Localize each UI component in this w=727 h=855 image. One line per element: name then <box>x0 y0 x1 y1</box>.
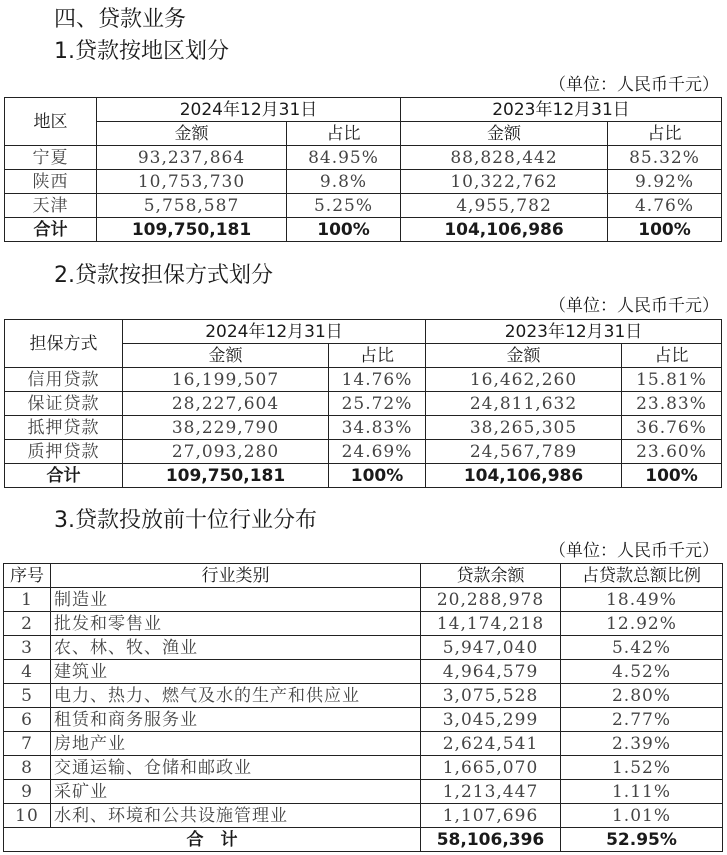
guarantee-name: 抵押贷款 <box>5 416 123 440</box>
total-ratio: 52.95% <box>561 828 723 852</box>
guarantee-name: 保证贷款 <box>5 392 123 416</box>
industry-name: 租赁和商务服务业 <box>51 708 421 732</box>
header-amount: 金额 <box>123 344 329 368</box>
industry-name: 采矿业 <box>51 780 421 804</box>
guarantee-name: 信用贷款 <box>5 368 123 392</box>
header-guarantee-type: 担保方式 <box>5 320 123 368</box>
industry-name: 制造业 <box>51 588 421 612</box>
total-amount-2024: 109,750,181 <box>97 218 287 242</box>
amount-2024: 5,758,587 <box>97 194 287 218</box>
loan-ratio: 2.80% <box>561 684 723 708</box>
share-2023: 23.60% <box>622 440 722 464</box>
header-amount: 金额 <box>401 122 608 146</box>
table-row <box>4 780 723 804</box>
row-index: 5 <box>4 684 51 708</box>
loan-ratio: 1.52% <box>561 756 723 780</box>
total-share-2024: 100% <box>329 464 426 488</box>
amount-2024: 27,093,280 <box>123 440 329 464</box>
industry-name: 批发和零售业 <box>51 612 421 636</box>
loan-ratio: 2.77% <box>561 708 723 732</box>
header-region: 地区 <box>5 98 97 146</box>
region-table <box>4 97 722 242</box>
industry-name: 农、林、牧、渔业 <box>51 636 421 660</box>
row-index: 3 <box>4 636 51 660</box>
region-name: 陕西 <box>5 170 97 194</box>
header-year-2023: 2023年12月31日 <box>401 98 722 122</box>
header-amount: 金额 <box>97 122 287 146</box>
header-share: 占比 <box>329 344 426 368</box>
loan-balance: 3,045,299 <box>421 708 561 732</box>
industry-name: 水利、环境和公共设施管理业 <box>51 804 421 828</box>
header-share: 占比 <box>608 122 722 146</box>
share-2024: 84.95% <box>287 146 401 170</box>
row-index: 8 <box>4 756 51 780</box>
total-label: 合计 <box>5 218 97 242</box>
total-share-2024: 100% <box>287 218 401 242</box>
region-name: 宁夏 <box>5 146 97 170</box>
row-index: 10 <box>4 804 51 828</box>
industry-name: 交通运输、仓储和邮政业 <box>51 756 421 780</box>
guarantee-name: 质押贷款 <box>5 440 123 464</box>
header-ratio: 占贷款总额比例 <box>561 564 723 588</box>
loan-balance: 4,964,579 <box>421 660 561 684</box>
table-row <box>5 194 722 218</box>
share-2023: 15.81% <box>622 368 722 392</box>
loan-balance: 1,665,070 <box>421 756 561 780</box>
amount-2023: 24,811,632 <box>426 392 622 416</box>
total-row <box>5 464 722 488</box>
share-2023: 85.32% <box>608 146 722 170</box>
table1-unit: （单位：人民币千元） <box>549 75 719 95</box>
share-2024: 34.83% <box>329 416 426 440</box>
loan-ratio: 18.49% <box>561 588 723 612</box>
share-2023: 36.76% <box>622 416 722 440</box>
table-row <box>4 612 723 636</box>
section-title: 四、贷款业务 <box>54 7 187 32</box>
loan-balance: 3,075,528 <box>421 684 561 708</box>
table-row <box>5 368 722 392</box>
industry-name: 建筑业 <box>51 660 421 684</box>
table2-unit: （单位：人民币千元） <box>549 296 719 316</box>
table-row <box>5 416 722 440</box>
total-amount-2024: 109,750,181 <box>123 464 329 488</box>
total-balance: 58,106,396 <box>421 828 561 852</box>
industry-name: 房地产业 <box>51 732 421 756</box>
share-2023: 4.76% <box>608 194 722 218</box>
header-amount: 金额 <box>426 344 622 368</box>
table-row <box>4 588 723 612</box>
header-year-2024: 2024年12月31日 <box>97 98 401 122</box>
amount-2023: 24,567,789 <box>426 440 622 464</box>
industry-name: 电力、热力、燃气及水的生产和供应业 <box>51 684 421 708</box>
row-index: 7 <box>4 732 51 756</box>
amount-2024: 38,229,790 <box>123 416 329 440</box>
header-year-2023: 2023年12月31日 <box>426 320 722 344</box>
row-index: 4 <box>4 660 51 684</box>
table-row <box>5 440 722 464</box>
table-row <box>4 684 723 708</box>
amount-2023: 16,462,260 <box>426 368 622 392</box>
table-row <box>4 804 723 828</box>
total-amount-2023: 104,106,986 <box>401 218 608 242</box>
share-2023: 9.92% <box>608 170 722 194</box>
guarantee-table <box>4 319 722 488</box>
total-row <box>4 828 723 852</box>
table-row <box>4 708 723 732</box>
loan-balance: 1,213,447 <box>421 780 561 804</box>
amount-2023: 88,828,442 <box>401 146 608 170</box>
share-2024: 5.25% <box>287 194 401 218</box>
row-index: 9 <box>4 780 51 804</box>
amount-2024: 16,199,507 <box>123 368 329 392</box>
amount-2023: 10,322,762 <box>401 170 608 194</box>
amount-2024: 93,237,864 <box>97 146 287 170</box>
total-share-2023: 100% <box>608 218 722 242</box>
loan-ratio: 1.11% <box>561 780 723 804</box>
header-share: 占比 <box>287 122 401 146</box>
table1-title: 1.贷款按地区划分 <box>54 39 229 64</box>
row-index: 1 <box>4 588 51 612</box>
share-2024: 9.8% <box>287 170 401 194</box>
loan-balance: 14,174,218 <box>421 612 561 636</box>
loan-ratio: 4.52% <box>561 660 723 684</box>
row-index: 6 <box>4 708 51 732</box>
table-row <box>4 756 723 780</box>
table-row <box>5 170 722 194</box>
share-2024: 24.69% <box>329 440 426 464</box>
header-industry: 行业类别 <box>51 564 421 588</box>
total-share-2023: 100% <box>622 464 722 488</box>
loan-ratio: 1.01% <box>561 804 723 828</box>
loan-balance: 2,624,541 <box>421 732 561 756</box>
table3-unit: （单位：人民币千元） <box>549 541 719 561</box>
table-row <box>4 636 723 660</box>
industry-table <box>3 563 723 852</box>
region-name: 天津 <box>5 194 97 218</box>
amount-2023: 4,955,782 <box>401 194 608 218</box>
loan-ratio: 12.92% <box>561 612 723 636</box>
table-row <box>5 146 722 170</box>
amount-2023: 38,265,305 <box>426 416 622 440</box>
loan-balance: 1,107,696 <box>421 804 561 828</box>
table-row <box>4 660 723 684</box>
share-2024: 14.76% <box>329 368 426 392</box>
loan-balance: 5,947,040 <box>421 636 561 660</box>
amount-2024: 28,227,604 <box>123 392 329 416</box>
table-row <box>5 392 722 416</box>
header-share: 占比 <box>622 344 722 368</box>
amount-2024: 10,753,730 <box>97 170 287 194</box>
loan-balance: 20,288,978 <box>421 588 561 612</box>
header-index: 序号 <box>4 564 51 588</box>
total-amount-2023: 104,106,986 <box>426 464 622 488</box>
loan-ratio: 5.42% <box>561 636 723 660</box>
loan-ratio: 2.39% <box>561 732 723 756</box>
table3-title: 3.贷款投放前十位行业分布 <box>54 508 317 533</box>
total-label: 合计 <box>5 464 123 488</box>
table-row <box>4 732 723 756</box>
header-year-2024: 2024年12月31日 <box>123 320 426 344</box>
total-row <box>5 218 722 242</box>
total-label: 合 计 <box>4 828 421 852</box>
share-2024: 25.72% <box>329 392 426 416</box>
header-balance: 贷款余额 <box>421 564 561 588</box>
table2-title: 2.贷款按担保方式划分 <box>54 263 273 288</box>
row-index: 2 <box>4 612 51 636</box>
share-2023: 23.83% <box>622 392 722 416</box>
